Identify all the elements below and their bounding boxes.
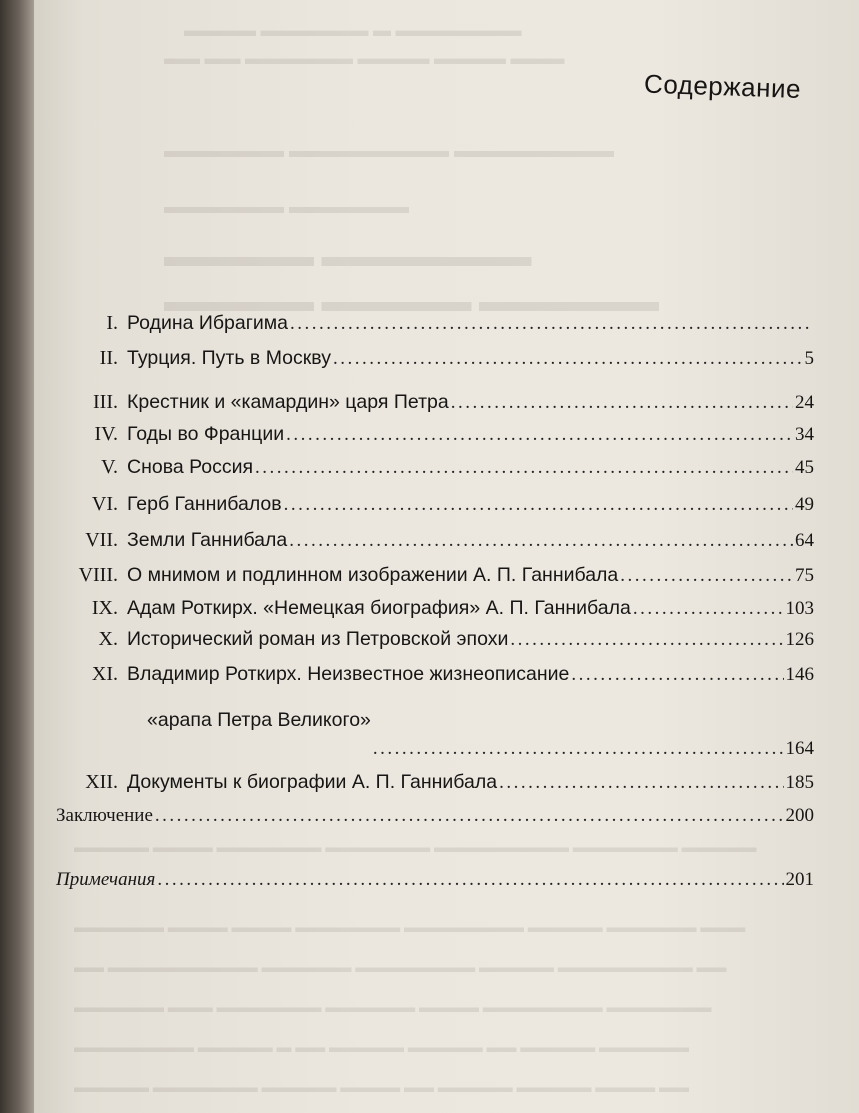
chapter-title: Земли Ганнибала xyxy=(127,529,288,551)
book-spine-shadow xyxy=(0,0,34,1113)
dot-leader xyxy=(451,392,793,414)
chapter-numeral: V. xyxy=(101,456,118,478)
dot-leader xyxy=(255,457,793,479)
chapter-title: Адам Роткирх. «Немецкая биография» А. П. Ганнибала xyxy=(127,597,631,619)
toc-entry[interactable] xyxy=(74,423,814,457)
toc-entry[interactable] xyxy=(74,347,814,381)
toc-entry[interactable] xyxy=(74,564,814,598)
toc-entry[interactable] xyxy=(74,663,814,697)
chapter-numeral: IV. xyxy=(94,423,118,445)
dot-leader xyxy=(633,598,784,620)
toc-entry[interactable] xyxy=(74,529,814,563)
page-number: 126 xyxy=(785,629,814,650)
page-number: 5 xyxy=(804,348,814,369)
dot-leader xyxy=(284,494,793,516)
toc-heading: Содержание xyxy=(643,68,802,104)
page-number: 146 xyxy=(785,664,814,685)
page-number: 45 xyxy=(795,457,814,478)
dot-leader xyxy=(157,869,783,891)
toc-entry[interactable] xyxy=(74,628,814,662)
chapter-title: Годы во Франции xyxy=(127,423,285,445)
dot-leader xyxy=(510,629,783,651)
toc-entry[interactable] xyxy=(56,805,814,839)
chapter-title: Владимир Роткирх. Неизвестное жизнеописание xyxy=(127,663,570,685)
dot-leader xyxy=(286,424,793,446)
chapter-title: «арапа Петра Великого» xyxy=(147,709,371,731)
dot-leader xyxy=(373,738,784,760)
chapter-numeral: IX. xyxy=(91,597,118,619)
chapter-title: Заключение xyxy=(56,805,153,826)
chapter-numeral: VI. xyxy=(91,493,118,515)
chapter-numeral: II. xyxy=(99,347,118,369)
toc-entry-continuation[interactable] xyxy=(74,709,814,771)
page-number: 200 xyxy=(785,805,814,826)
chapter-title: Снова Россия xyxy=(127,456,254,478)
chapter-numeral: XI. xyxy=(91,663,118,685)
page-number: 24 xyxy=(795,392,814,413)
page-number: 103 xyxy=(785,598,814,619)
chapter-title: Герб Ганнибалов xyxy=(127,493,282,515)
dot-leader xyxy=(155,805,784,827)
chapter-numeral: VIII. xyxy=(78,564,118,586)
dot-leader xyxy=(290,313,812,335)
chapter-numeral: III. xyxy=(93,391,118,413)
chapter-numeral: I. xyxy=(106,312,118,334)
chapter-title: Исторический роман из Петровской эпохи xyxy=(127,628,509,650)
toc-entry[interactable] xyxy=(74,771,814,805)
chapter-title: Родина Ибрагима xyxy=(127,312,288,334)
toc-entry[interactable] xyxy=(74,597,814,631)
page-number: 34 xyxy=(795,424,814,445)
dot-leader xyxy=(571,664,783,686)
dot-leader xyxy=(333,348,803,370)
dot-leader xyxy=(620,565,793,587)
dot-leader xyxy=(499,772,783,794)
page-number: 164 xyxy=(785,738,814,759)
chapter-numeral: XII. xyxy=(85,771,118,793)
toc-entry[interactable] xyxy=(74,493,814,527)
chapter-numeral: VII. xyxy=(85,529,118,551)
toc-entry[interactable] xyxy=(56,869,814,903)
book-page: ▬▬▬▬ ▬▬▬▬▬▬ ▬ ▬▬▬▬▬▬▬ ▬▬ ▬▬ ▬▬▬▬▬▬ ▬▬▬▬ ▬▬▬▬ ▬▬▬ ▬▬▬▬▬▬ ▬▬▬▬▬▬▬▬ ▬▬▬▬▬▬▬▬ ▬▬▬▬▬▬ ▬▬▬▬▬▬ ▬▬▬▬▬ ▬▬▬▬▬▬▬ ▬▬▬▬▬ ▬▬▬▬▬ ▬▬▬▬▬▬ ▬▬▬▬▬ ▬▬▬▬ ▬▬▬▬▬▬▬ ▬▬▬▬▬▬▬ ▬▬▬▬▬▬▬▬▬ ▬▬▬▬▬▬▬ ▬▬▬▬▬ ▬▬▬▬▬▬ ▬▬▬▬ ▬▬▬▬ ▬▬▬▬▬▬▬ ▬▬▬▬▬▬▬▬ ▬▬▬▬▬ ▬▬▬▬▬▬ ▬▬▬ ▬▬ ▬▬▬▬▬▬▬▬▬▬ ▬▬▬▬▬▬ ▬▬▬▬▬▬▬▬ ▬▬▬▬▬ ▬▬▬▬▬▬▬▬▬ ▬▬ ▬▬▬▬▬▬ ▬▬▬ ▬▬▬▬▬▬▬ ▬▬▬▬▬▬ ▬▬▬▬ ▬▬▬▬▬▬▬▬ ▬▬▬▬▬▬▬ ▬▬▬▬▬▬▬▬ ▬▬▬▬▬ ▬ ▬▬ ▬▬▬▬▬ ▬▬▬▬▬ ▬▬ ▬▬▬▬▬ ▬▬▬▬▬▬ ▬▬▬▬▬ ▬▬▬▬▬▬▬ ▬▬▬▬▬ ▬▬▬▬ ▬▬ ▬▬▬▬▬ ▬▬▬▬▬ ▬▬▬▬ ▬▬ Содержание I. Родина Ибрагима ..... II. Турция. Путь в Москву ..... 5 III. Крестник и «камардин» царя Петра ..... 24 IV. Годы во Франции ..... 34 V. Снова Россия ..... 45 VI. Герб Ганнибалов ..... 49 VII. Земли Ганнибала ..... 64 VIII. О мнимом и подлинном изображении А. П. Ганнибала ..... 75 IX. Адам Роткирх. «Немецкая биография» А. П. Ганнибала ..... 103 X. Исторический роман из Петровской эпохи ..... 126 XI. Владимир Роткирх. Неизвестное жизнеописание ..... 146 «арапа Петра Великого» ..... 164 XII. Документы к биографии А. П. Ганнибала ..... 185 Заключение ..... 200 Примечания ..... 201 xyxy=(34,0,859,1113)
chapter-title: Примечания xyxy=(56,869,156,890)
toc-entry[interactable] xyxy=(74,456,814,490)
toc-entry[interactable] xyxy=(74,312,814,346)
chapter-title: Документы к биографии А. П. Ганнибала xyxy=(127,771,498,793)
page-number: 201 xyxy=(785,869,814,890)
chapter-title: Турция. Путь в Москву xyxy=(127,347,331,369)
page-number: 185 xyxy=(785,772,814,793)
page-number: 64 xyxy=(795,530,814,551)
chapter-title: Крестник и «камардин» царя Петра xyxy=(127,391,449,413)
page-number: 75 xyxy=(795,565,814,586)
dot-leader xyxy=(289,530,793,552)
chapter-numeral: X. xyxy=(98,628,118,650)
toc-entry[interactable] xyxy=(74,391,814,425)
chapter-title: О мнимом и подлинном изображении А. П. Ганнибала xyxy=(127,564,619,586)
page-number: 49 xyxy=(795,494,814,515)
